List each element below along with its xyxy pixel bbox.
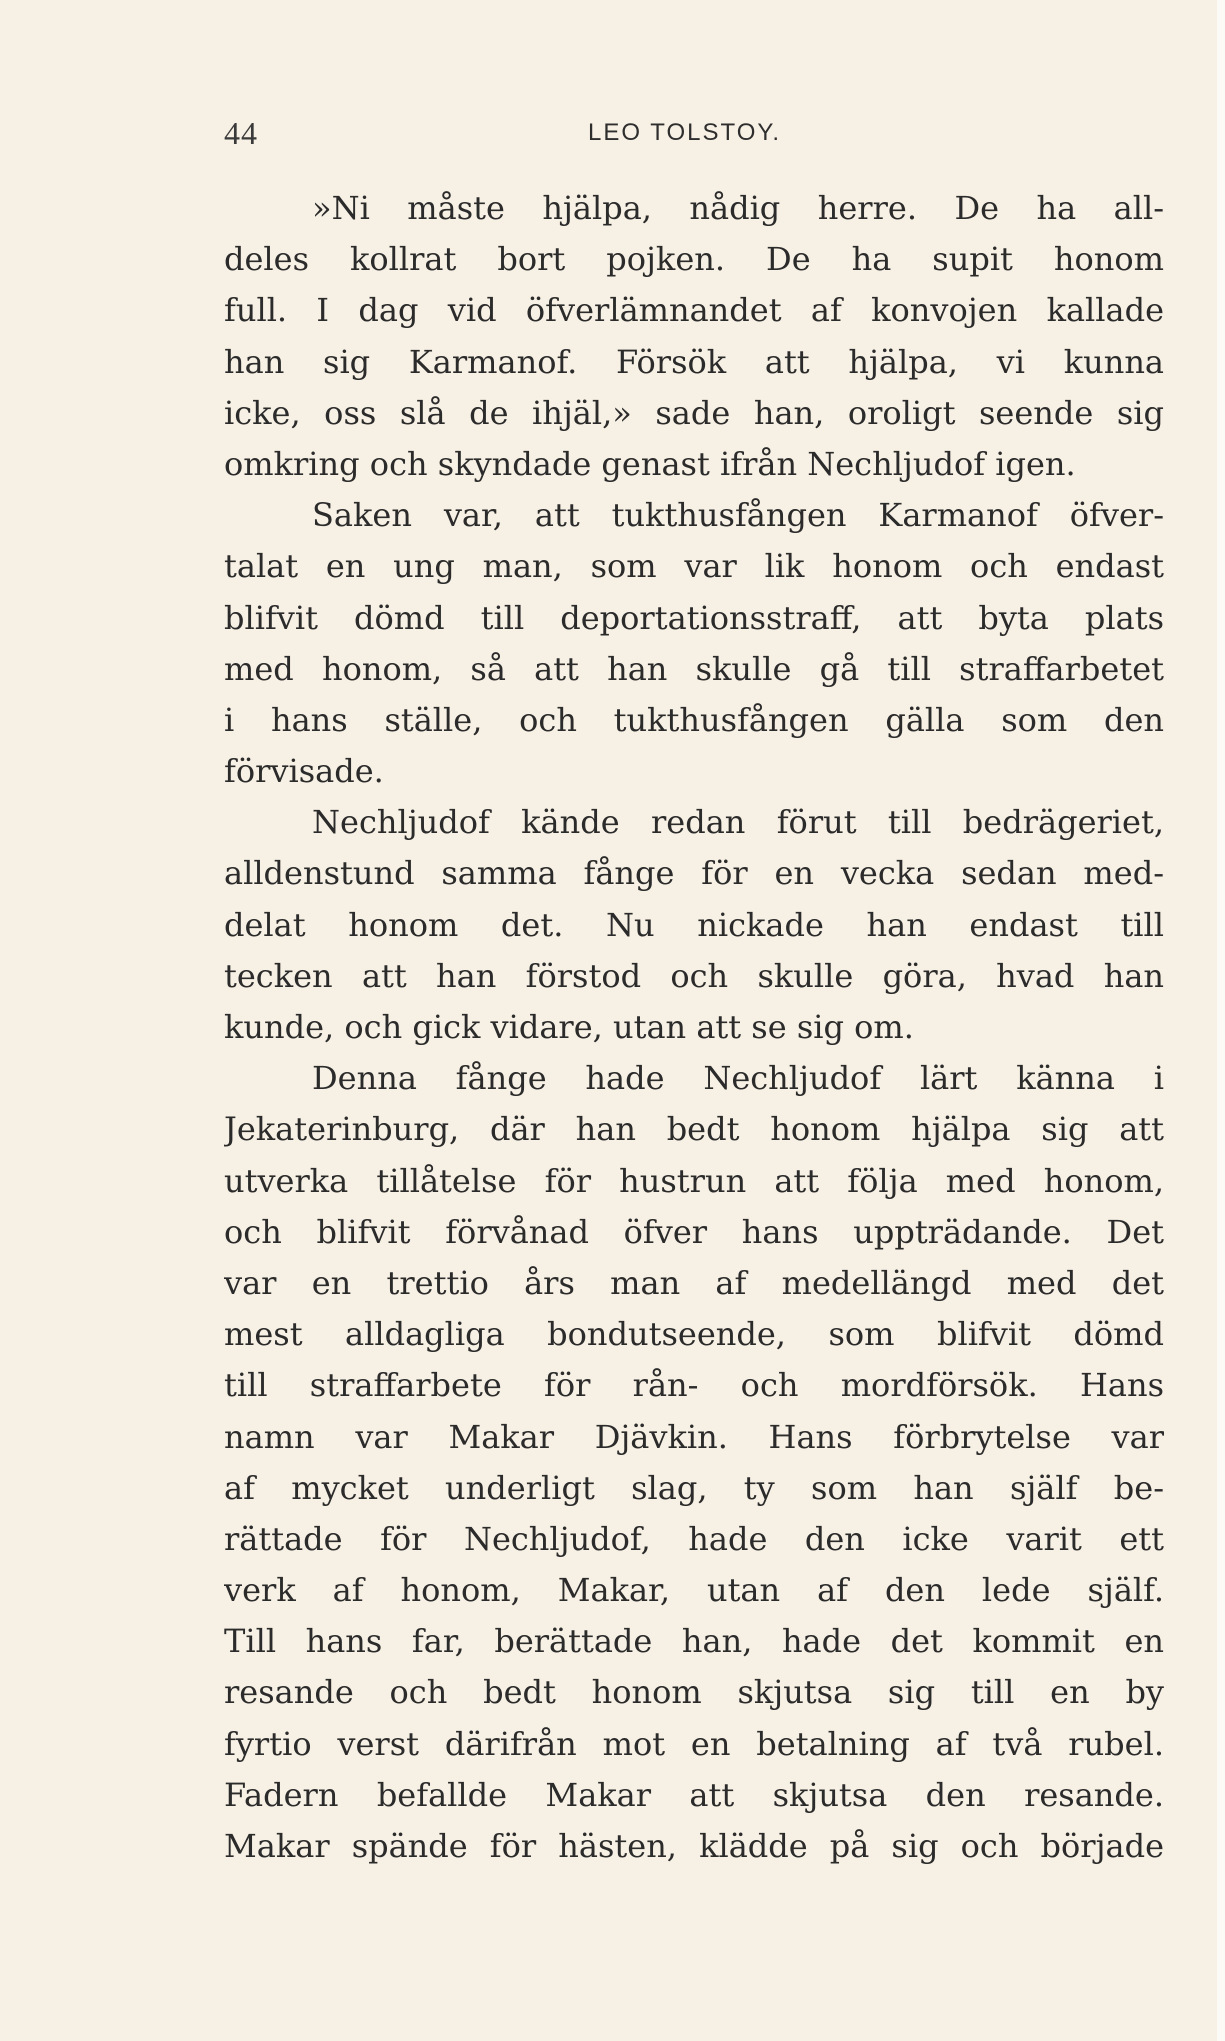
text-line: han sig Karmanof. Försök att hjälpa, vi kunna <box>224 342 1164 381</box>
text-line: kunde, och gick vidare, utan att se sig om. <box>224 1008 914 1046</box>
text-line: omkring och skyndade genast ifrån Nechljudof igen. <box>224 444 1076 483</box>
text-line: rättade för Nechljudof, hade den icke varit ett <box>224 1519 1164 1558</box>
running-head <box>0 115 1225 155</box>
text-line: och blifvit förvånad öfver hans uppträdande. Det <box>224 1212 1164 1251</box>
text-line: full. I dag vid öfverlämnandet af konvojen kallade <box>224 291 1164 330</box>
text-line: Jekaterinburg, där han bedt honom hjälpa sig att <box>224 1110 1164 1149</box>
running-title: LEO TOLSTOY. <box>588 119 781 146</box>
text-line: utverka tillåtelse för hustrun att följa med honom, <box>224 1161 1164 1200</box>
text-line: fyrtio verst därifrån mot en betalning af två rubel. <box>224 1724 1164 1763</box>
text-line: af mycket underligt slag, ty som han själf be- <box>224 1468 1164 1507</box>
body-text <box>224 183 1164 1872</box>
text-line: med honom, så att han skulle gå till straffarbetet <box>224 649 1164 688</box>
text-line: icke, oss slå de ihjäl,» sade han, oroligt seende sig <box>224 393 1164 432</box>
text-line: Till hans far, berättade han, hade det kommit en <box>224 1622 1164 1661</box>
text-line: »Ni måste hjälpa, nådig herre. De ha all- <box>312 189 1164 227</box>
page-edge <box>1217 0 1225 2041</box>
text-line: namn var Makar Djävkin. Hans förbrytelse var <box>224 1417 1164 1456</box>
text-line: Denna fånge hade Nechljudof lärt känna i <box>312 1059 1164 1098</box>
text-line: verk af honom, Makar, utan af den lede själf. <box>224 1571 1164 1610</box>
text-line: tecken att han förstod och skulle göra, hvad han <box>224 956 1164 995</box>
page-number: 44 <box>224 115 258 151</box>
text-line: delat honom det. Nu nickade han endast till <box>224 905 1164 944</box>
text-line: till straffarbete för rån- och mordförsök. Hans <box>224 1366 1164 1405</box>
text-line: mest alldagliga bondutseende, som blifvit dömd <box>224 1315 1164 1354</box>
text-line: blifvit dömd till deportationsstraff, att byta plats <box>224 598 1164 637</box>
text-line: förvisade. <box>224 752 384 791</box>
text-line: Makar spände för hästen, klädde på sig och började <box>224 1827 1164 1865</box>
text-line: i hans ställe, och tukthusfången gälla som den <box>224 700 1164 739</box>
text-line: talat en ung man, som var lik honom och endast <box>224 547 1164 586</box>
text-line: alldenstund samma fånge för en vecka sedan med- <box>224 854 1164 893</box>
text-line: Nechljudof kände redan förut till bedrägeriet, <box>312 803 1164 842</box>
text-line: var en trettio års man af medellängd med det <box>224 1263 1164 1302</box>
text-line: Fadern befallde Makar att skjutsa den resande. <box>224 1775 1164 1814</box>
text-line: Saken var, att tukthusfången Karmanof öfver- <box>312 496 1164 535</box>
text-line: resande och bedt honom skjutsa sig till en by <box>224 1673 1164 1712</box>
text-line: deles kollrat bort pojken. De ha supit honom <box>224 240 1164 279</box>
